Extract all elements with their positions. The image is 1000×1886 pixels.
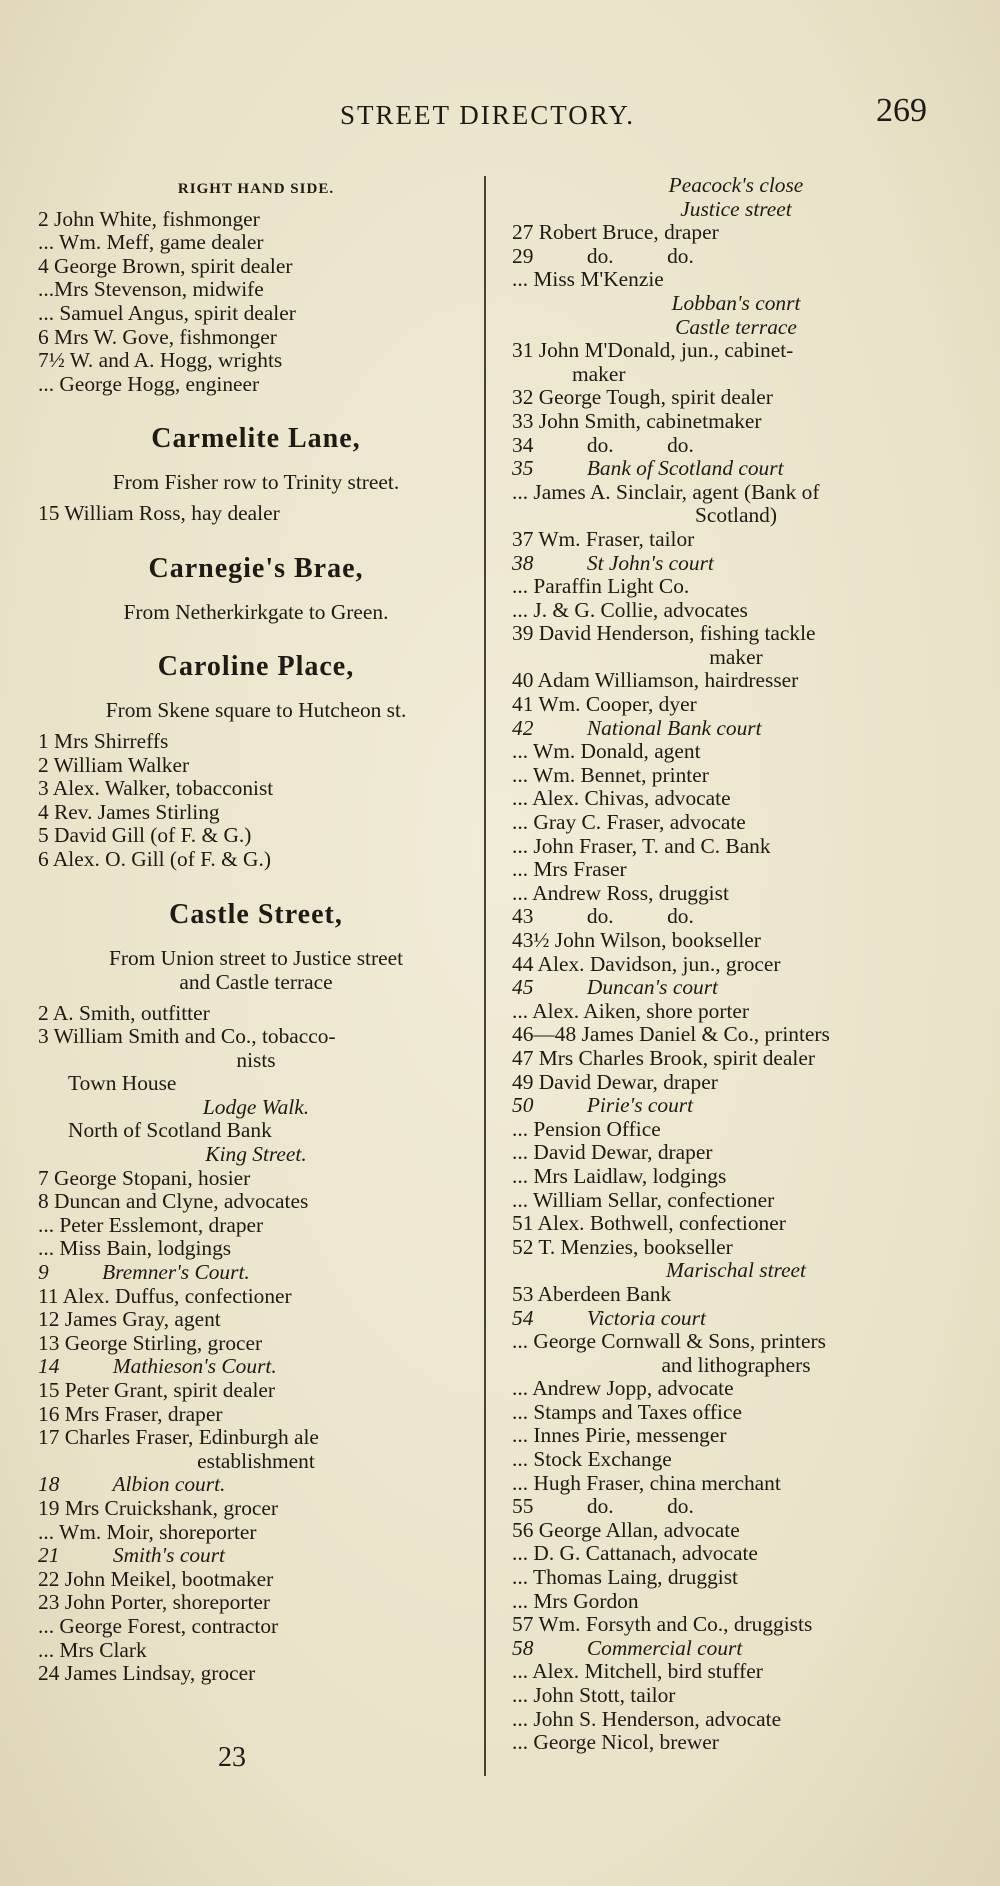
directory-entry: ... Wm. Moir, shoreporter (38, 1519, 257, 1544)
directory-entry: 22 John Meikel, bootmaker (38, 1566, 274, 1591)
directory-entry: 46—48 James Daniel & Co., printers (512, 1022, 830, 1047)
entries-list (38, 1002, 474, 1686)
directory-entry: ... Peter Esslemont, draper (38, 1212, 264, 1237)
directory-entry: King Street. (205, 1142, 307, 1167)
column-divider (484, 176, 486, 1776)
entries-list (38, 502, 474, 526)
directory-entry: 31 John M'Donald, jun., cabinet- (512, 338, 794, 363)
directory-entry: 27 Robert Bruce, draper (512, 220, 719, 245)
directory-entry: Peacock's close (668, 173, 804, 197)
directory-entry: 40 Adam Williamson, hairdresser (512, 668, 799, 693)
directory-entry: 13 George Stirling, grocer (38, 1330, 263, 1355)
directory-entry: 15 Peter Grant, spirit dealer (38, 1378, 275, 1402)
directory-entry: ... Miss M'Kenzie (512, 267, 664, 292)
directory-entry: 58 Commercial court (512, 1635, 743, 1660)
directory-entry: nists (236, 1047, 276, 1072)
directory-entry: ... Pension Office (512, 1116, 661, 1141)
directory-entry: ... Innes Pirie, messenger (512, 1423, 727, 1448)
street-description: From Skene square to Hutcheon st. (105, 697, 407, 722)
directory-entry: 52 T. Menzies, bookseller (512, 1234, 733, 1259)
directory-entry: ... John Stott, tailor (512, 1683, 676, 1707)
directory-entry: 23 John Porter, shoreporter (38, 1590, 271, 1615)
directory-entry: 7½ W. and A. Hogg, wrights (38, 348, 283, 373)
directory-entry: 38 St John's court (512, 550, 714, 575)
directory-entry: establishment (197, 1448, 315, 1473)
street-heading: Carmelite Lane, (151, 423, 361, 455)
directory-entry: 51 Alex. Bothwell, confectioner (512, 1211, 786, 1236)
directory-entry: maker (709, 644, 763, 669)
directory-entry: ... Mrs Clark (38, 1637, 147, 1662)
directory-entry: 57 Wm. Forsyth and Co., druggists (512, 1612, 813, 1637)
running-header: STREET DIRECTORY. (340, 100, 636, 130)
directory-entry: 24 James Lindsay, grocer (38, 1661, 256, 1686)
directory-entry: ... David Dewar, draper (512, 1140, 713, 1165)
street-description: From Netherkirkgate to Green. (123, 599, 389, 624)
directory-entry: 14 Mathieson's Court. (38, 1354, 277, 1379)
directory-entry: ... John S. Henderson, advocate (512, 1706, 782, 1731)
directory-entry: 1 Mrs Shirreffs (38, 728, 169, 753)
directory-entry: 29 do. do. (512, 243, 694, 268)
directory-entry: ... William Sellar, confectioner (512, 1187, 775, 1212)
directory-entry: ... Andrew Ross, druggist (512, 880, 729, 905)
street-heading: Castle Street, (169, 898, 343, 930)
directory-entry: 35 Bank of Scotland court (512, 456, 784, 481)
street-description-cont: and Castle terrace (179, 969, 333, 994)
directory-entry: ... Alex. Aiken, shore porter (512, 998, 750, 1023)
directory-entry: 4 George Brown, spirit dealer (38, 253, 293, 278)
directory-entry: ... George Forest, contractor (38, 1613, 279, 1638)
entries-list (512, 174, 960, 1755)
directory-entry: Lodge Walk. (202, 1094, 310, 1119)
directory-entry: 12 James Gray, agent (38, 1307, 221, 1332)
directory-entry: 4 Rev. James Stirling (38, 799, 220, 824)
directory-entry: ... Mrs Gordon (512, 1588, 639, 1613)
directory-entry: 16 Mrs Fraser, draper (38, 1401, 223, 1426)
directory-entry: 55 do. do. (512, 1494, 694, 1519)
page-number: 269 (876, 92, 927, 129)
directory-entry: Town House (68, 1071, 177, 1096)
directory-entry: ...Mrs Stevenson, midwife (38, 277, 264, 302)
street-heading: Caroline Place, (157, 650, 355, 682)
directory-entry: ... D. G. Cattanach, advocate (512, 1541, 758, 1566)
directory-entry: North of Scotland Bank (68, 1118, 272, 1143)
directory-entry: 9 Bremner's Court. (38, 1260, 250, 1285)
directory-entry: ... Mrs Fraser (512, 857, 627, 882)
directory-entry: 54 Victoria court (512, 1305, 706, 1330)
directory-entry: 2 William Walker (38, 752, 190, 777)
side-heading: RIGHT HAND SIDE. (177, 181, 335, 197)
directory-entry: ... John Fraser, T. and C. Bank (512, 833, 771, 858)
directory-entry: ... Samuel Angus, spirit dealer (38, 300, 296, 325)
directory-entry: ... George Nicol, brewer (512, 1730, 719, 1755)
directory-entry: ... Mrs Laidlaw, lodgings (512, 1163, 727, 1188)
directory-entry: Marischal street (665, 1258, 806, 1283)
directory-entry: 34 do. do. (512, 432, 694, 457)
directory-entry: ... Alex. Chivas, advocate (512, 786, 731, 811)
directory-entry: 56 George Allan, advocate (512, 1517, 740, 1542)
left-column (38, 178, 474, 1686)
directory-entry: 21 Smith's court (38, 1543, 225, 1568)
directory-entry: 17 Charles Fraser, Edinburgh ale (38, 1425, 319, 1450)
directory-entry: ... Wm. Meff, game dealer (38, 230, 264, 255)
directory-entry: Scotland) (695, 503, 777, 528)
signature-mark: 23 (218, 1742, 246, 1773)
directory-entry: 15 William Ross, hay dealer (38, 501, 280, 526)
directory-entry: 18 Albion court. (38, 1472, 226, 1497)
directory-entry: 45 Duncan's court (512, 975, 718, 1000)
directory-entry: ... Andrew Jopp, advocate (512, 1376, 734, 1401)
directory-entry: 39 David Henderson, fishing tackle (512, 621, 816, 646)
directory-entry: 50 Pirie's court (512, 1093, 694, 1118)
directory-entry: 37 Wm. Fraser, tailor (512, 526, 695, 551)
directory-entry: ... Alex. Mitchell, bird stuffer (512, 1659, 763, 1684)
directory-entry: 7 George Stopani, hosier (38, 1165, 251, 1190)
directory-entry: 11 Alex. Duffus, confectioner (38, 1283, 292, 1308)
directory-entry: 49 David Dewar, draper (512, 1069, 718, 1094)
directory-entry: 8 Duncan and Clyne, advocates (38, 1189, 309, 1214)
directory-entry: ... Miss Bain, lodgings (38, 1236, 232, 1261)
directory-entry: 32 George Tough, spirit dealer (512, 385, 773, 410)
directory-entry: Justice street (680, 196, 792, 221)
directory-entry: ... J. & G. Collie, advocates (512, 597, 748, 622)
directory-entry: 53 Aberdeen Bank (512, 1281, 672, 1306)
directory-entry: 42 National Bank court (512, 715, 762, 740)
directory-entry: ... Stamps and Taxes office (512, 1399, 742, 1424)
directory-entry: 2 John White, fishmonger (38, 206, 260, 231)
directory-entry: ... Paraffin Light Co. (512, 574, 690, 599)
directory-entry: 47 Mrs Charles Brook, spirit dealer (512, 1045, 815, 1070)
directory-entry: ... Thomas Laing, druggist (512, 1565, 738, 1590)
directory-entry: 2 A. Smith, outfitter (38, 1000, 210, 1025)
directory-entry: ... George Hogg, engineer (38, 371, 260, 396)
directory-entry: 41 Wm. Cooper, dyer (512, 692, 697, 717)
directory-entry: 44 Alex. Davidson, jun., grocer (512, 951, 781, 976)
directory-entry: 3 William Smith and Co., tobacco- (38, 1024, 336, 1049)
directory-entry: ... Wm. Bennet, printer (512, 762, 709, 787)
street-heading: Carnegie's Brae, (148, 552, 364, 584)
entries-list (38, 730, 474, 872)
directory-entry: and lithographers (661, 1352, 811, 1377)
directory-entry: maker (572, 361, 626, 386)
directory-entry: 43½ John Wilson, bookseller (512, 928, 761, 952)
directory-entry: ... James A. Sinclair, agent (Bank of (512, 479, 820, 504)
directory-entry: 19 Mrs Cruickshank, grocer (38, 1495, 278, 1520)
directory-entry: 3 Alex. Walker, tobacconist (38, 776, 274, 801)
directory-entry: Castle terrace (675, 314, 797, 339)
street-description: From Union street to Justice street (108, 945, 404, 970)
directory-entry: 33 John Smith, cabinetmaker (512, 408, 762, 433)
directory-entry: ... Wm. Donald, agent (512, 739, 701, 764)
right-column (512, 174, 960, 1755)
directory-entry: 5 David Gill (of F. & G.) (38, 823, 252, 848)
directory-entry: 6 Alex. O. Gill (of F. & G.) (38, 846, 271, 871)
directory-entry: ... Hugh Fraser, china merchant (512, 1470, 781, 1495)
directory-entry: ... Stock Exchange (512, 1447, 672, 1472)
directory-entry: Lobban's conrt (671, 290, 801, 315)
directory-entry: ... George Cornwall & Sons, printers (512, 1329, 826, 1354)
street-description: From Fisher row to Trinity street. (112, 470, 400, 495)
entries-list (38, 208, 474, 397)
directory-entry: 6 Mrs W. Gove, fishmonger (38, 324, 277, 349)
directory-entry: 43 do. do. (512, 904, 694, 929)
directory-entry: ... Gray C. Fraser, advocate (512, 810, 746, 835)
